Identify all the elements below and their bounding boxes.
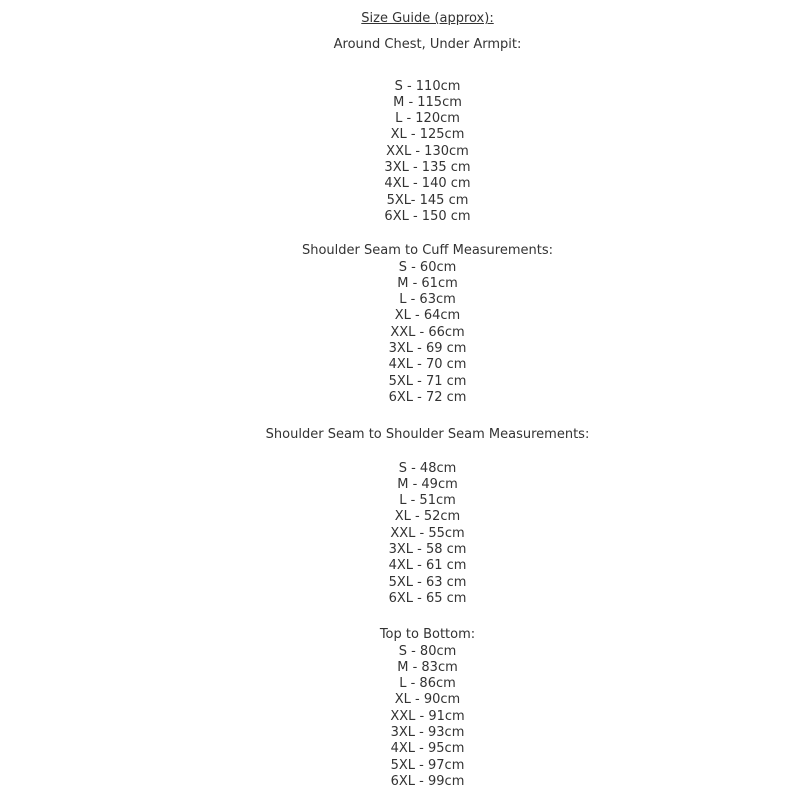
section-top-to-bottom [55, 627, 800, 790]
size-line: M - 49cm [397, 476, 458, 492]
page-title: Size Guide (approx): [361, 11, 494, 26]
size-line: 3XL - 58 cm [388, 542, 467, 558]
size-line: 3XL - 93cm [390, 724, 465, 740]
size-line: 4XL - 140 cm [384, 176, 471, 192]
size-line: XL - 64cm [394, 308, 461, 324]
size-line: 3XL - 69 cm [388, 341, 467, 357]
size-line: L - 120cm [395, 111, 460, 127]
size-line: S - 60cm [398, 259, 457, 275]
size-line: 5XL - 97cm [390, 757, 465, 773]
section-around-chest [55, 37, 800, 225]
section-shoulder-to-cuff [55, 243, 800, 406]
section-heading: Around Chest, Under Armpit: [333, 37, 522, 53]
size-line: 3XL - 135 cm [384, 160, 471, 176]
size-line: M - 61cm [397, 275, 458, 291]
size-line: 6XL - 65 cm [388, 590, 467, 606]
section-heading: Top to Bottom: [379, 627, 476, 643]
size-line: M - 115cm [393, 94, 462, 110]
size-line: XXL - 66cm [390, 324, 465, 340]
size-line: L - 51cm [399, 493, 456, 509]
size-line: L - 63cm [399, 292, 456, 308]
size-line: XL - 90cm [394, 692, 461, 708]
size-line: 5XL - 63 cm [388, 574, 467, 590]
size-line: 4XL - 61 cm [388, 558, 467, 574]
size-line: S - 80cm [398, 643, 457, 659]
size-line: M - 83cm [397, 659, 458, 675]
size-line: XXL - 91cm [390, 708, 465, 724]
size-line: XXL - 55cm [390, 525, 465, 541]
size-line: 5XL - 71 cm [388, 373, 467, 389]
size-guide-content [55, 11, 800, 790]
size-line: 6XL - 150 cm [384, 208, 471, 224]
size-line: 6XL - 72 cm [388, 389, 467, 405]
size-line: XXL - 130cm [386, 143, 469, 159]
section-shoulder-to-shoulder [55, 427, 800, 607]
section-heading: Shoulder Seam to Shoulder Seam Measurements: [265, 427, 590, 443]
size-line: XL - 52cm [394, 509, 461, 525]
size-line: L - 86cm [399, 676, 456, 692]
size-line: S - 110cm [394, 78, 461, 94]
size-line: 4XL - 95cm [390, 741, 465, 757]
size-line: S - 48cm [398, 460, 457, 476]
size-line: 4XL - 70 cm [388, 357, 467, 373]
size-line: 6XL - 99cm [390, 773, 465, 789]
size-line: XL - 125cm [390, 127, 465, 143]
size-line: 5XL- 145 cm [386, 192, 469, 208]
section-heading: Shoulder Seam to Cuff Measurements: [301, 243, 554, 259]
